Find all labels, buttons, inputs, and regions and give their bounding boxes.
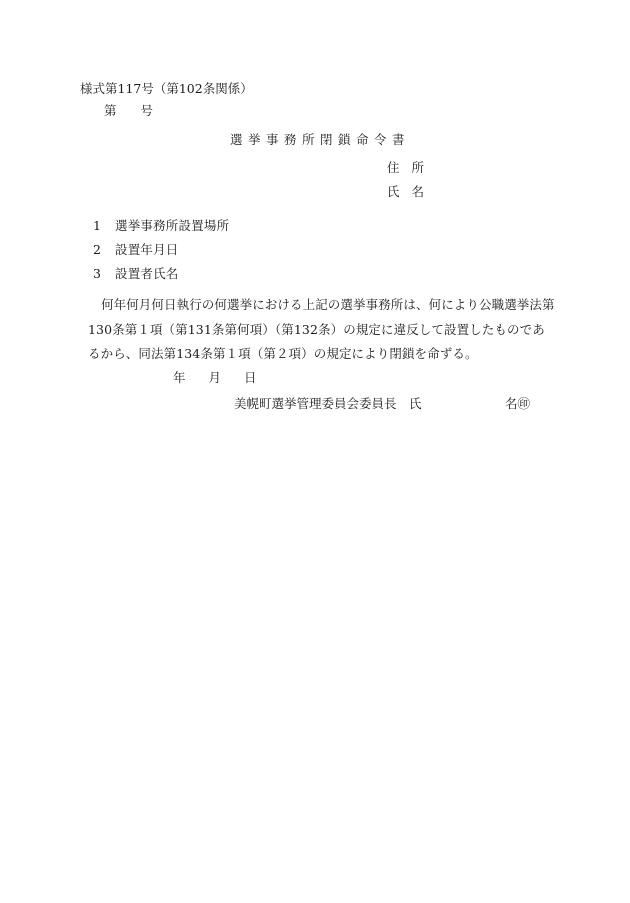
form-number: 様式第117号（第102条関係） [80, 81, 253, 96]
name-label-char-2: 名 [411, 184, 425, 199]
issuer-title: 美幌町選挙管理委員会委員長 氏 [234, 396, 422, 411]
list-item [93, 244, 179, 257]
number-suffix: 号 [140, 103, 154, 118]
item-label: 設置年月日 [115, 242, 179, 257]
item-number: 1 [93, 218, 102, 233]
date-line [173, 372, 257, 385]
name-label [387, 186, 424, 199]
order-body-paragraph: 何年何月何日執行の何選挙における上記の選挙事務所は、何により公職選挙法第130条第１項（第131条第何項）（第132条）の規定に違反して設置したものであるから、同法第134条第１項（第２項）の規定により閉鎖を命ずる。 [88, 297, 555, 361]
item-label: 設置者氏名 [115, 266, 179, 281]
list-item [93, 268, 179, 281]
seal-mark: 名㊞ [505, 396, 531, 411]
list-item [93, 220, 229, 233]
number-prefix: 第 [104, 103, 117, 118]
date-year: 年 [173, 370, 186, 385]
document-number-line [104, 105, 153, 118]
address-label [387, 162, 424, 175]
item-number: 3 [93, 266, 102, 281]
date-month: 月 [208, 370, 222, 385]
date-day: 日 [244, 370, 257, 385]
item-number: 2 [93, 242, 102, 257]
document-title: 選挙事務所閉鎖命令書 [230, 132, 411, 147]
name-label-char-1: 氏 [387, 184, 400, 199]
address-label-char-2: 所 [411, 160, 425, 175]
item-label: 選挙事務所設置場所 [115, 218, 230, 233]
address-label-char-1: 住 [387, 160, 400, 175]
